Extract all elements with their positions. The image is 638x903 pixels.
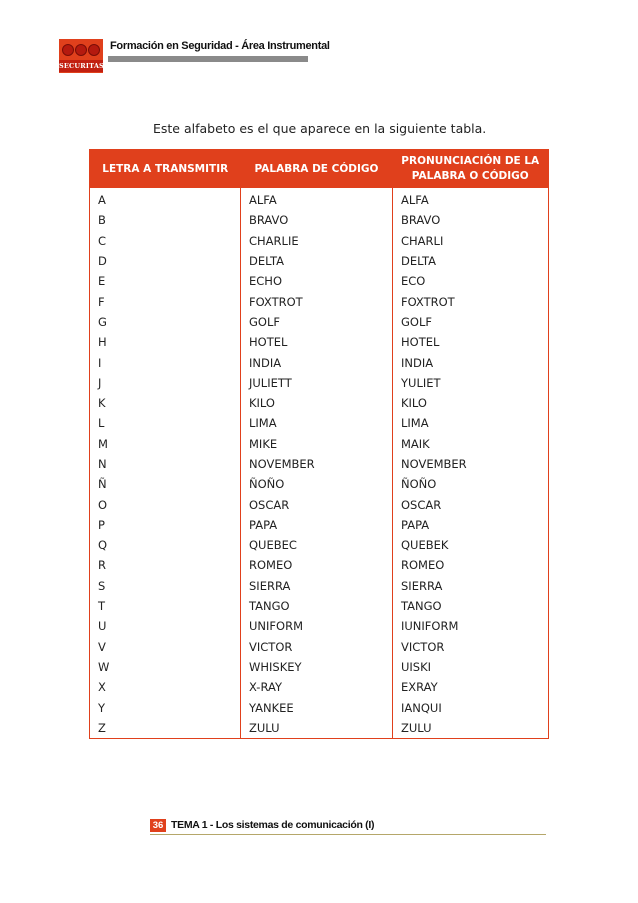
table-row (90, 494, 549, 514)
cell-pronunciation: LIMA (401, 416, 429, 431)
cell-letter: Z (90, 718, 241, 739)
cell-pronunciation: ROMEO (401, 558, 445, 573)
cell-pronunciation: CHARLI (401, 233, 444, 248)
table-row (90, 352, 549, 372)
cell-letter: M (90, 434, 241, 454)
cell-pronunciation: INDIA (401, 355, 434, 370)
table-row (90, 555, 549, 575)
cell-letter: O (90, 494, 241, 514)
cell-letter: U (90, 616, 241, 636)
cell-pronunciation: EXRAY (401, 680, 438, 695)
cell-pronunciation: ZULU (401, 720, 432, 735)
cell-code-word: ROMEO (241, 555, 393, 575)
table-row (90, 535, 549, 555)
intro-paragraph: Este alfabeto es el que aparece en la siguiente tabla. (153, 121, 487, 136)
cell-code-word: ALFA (241, 188, 393, 210)
table-row (90, 657, 549, 677)
table-row (90, 515, 549, 535)
cell-pronunciation: VICTOR (401, 639, 445, 654)
cell-pronunciation: ECO (401, 274, 426, 289)
cell-letter: Ñ (90, 474, 241, 494)
cell-pronunciation: TANGO (401, 599, 442, 614)
cell-pronunciation: GOLF (401, 314, 432, 329)
table-row (90, 616, 549, 636)
cell-code-word: VICTOR (241, 637, 393, 657)
table-row (90, 271, 549, 291)
page-number: 36 (150, 819, 166, 832)
cell-code-word: DELTA (241, 251, 393, 271)
table-row (90, 474, 549, 494)
cell-letter: R (90, 555, 241, 575)
cell-letter: S (90, 576, 241, 596)
cell-letter: X (90, 677, 241, 697)
cell-letter: Q (90, 535, 241, 555)
cell-pronunciation: HOTEL (401, 335, 440, 350)
securitas-logo (59, 39, 103, 73)
cell-code-word: KILO (241, 393, 393, 413)
cell-pronunciation: NOVEMBER (401, 457, 467, 471)
column-header-code-word: PALABRA DE CÓDIGO (241, 150, 393, 189)
table-row (90, 251, 549, 271)
cell-code-word: CHARLIE (241, 231, 393, 251)
cell-code-word: NOVEMBER (241, 454, 393, 474)
cell-pronunciation: IUNIFORM (401, 619, 459, 634)
cell-letter: N (90, 454, 241, 474)
cell-letter: K (90, 393, 241, 413)
header-title: Formación en Seguridad - Área Instrumental (110, 40, 330, 52)
column-header-pronunciation: PRONUNCIACIÓN DE LA PALABRA O CÓDIGO (393, 150, 549, 189)
table-row (90, 576, 549, 596)
cell-letter: P (90, 515, 241, 535)
cell-letter: H (90, 332, 241, 352)
cell-code-word: OSCAR (241, 494, 393, 514)
cell-pronunciation: UISKI (401, 659, 432, 674)
cell-code-word: INDIA (241, 352, 393, 372)
cell-code-word: MIKE (241, 434, 393, 454)
header-rule (108, 56, 308, 62)
table-row (90, 291, 549, 311)
cell-pronunciation: DELTA (401, 254, 436, 269)
column-header-letter: LETRA A TRANSMITIR (90, 150, 241, 189)
cell-letter: L (90, 413, 241, 433)
table-row (90, 413, 549, 433)
cell-letter: B (90, 210, 241, 230)
cell-pronunciation: ALFA (401, 193, 429, 208)
cell-code-word: FOXTROT (241, 291, 393, 311)
table-row (90, 231, 549, 251)
cell-letter: A (90, 188, 241, 210)
logo-dot-icon (62, 44, 74, 56)
cell-pronunciation: QUEBEK (401, 538, 449, 553)
table-row (90, 210, 549, 230)
table-row (90, 393, 549, 413)
cell-code-word: JULIETT (241, 373, 393, 393)
cell-code-word: ÑOÑO (241, 474, 393, 494)
cell-code-word: GOLF (241, 312, 393, 332)
cell-code-word: PAPA (241, 515, 393, 535)
cell-letter: T (90, 596, 241, 616)
cell-letter: G (90, 312, 241, 332)
table-row (90, 637, 549, 657)
logo-dot-icon (88, 44, 100, 56)
footer-title: TEMA 1 - Los sistemas de comunicación (I) (171, 819, 375, 831)
cell-code-word: QUEBEC (241, 535, 393, 555)
table-row (90, 332, 549, 352)
cell-code-word: UNIFORM (241, 616, 393, 636)
cell-pronunciation: FOXTROT (401, 294, 455, 309)
cell-code-word: SIERRA (241, 576, 393, 596)
table-header-row (90, 150, 549, 189)
cell-code-word: HOTEL (241, 332, 393, 352)
cell-letter: W (90, 657, 241, 677)
table-row (90, 697, 549, 717)
table-row (90, 718, 549, 739)
cell-code-word: LIMA (241, 413, 393, 433)
cell-letter: E (90, 271, 241, 291)
cell-letter: V (90, 637, 241, 657)
cell-pronunciation: MAIK (401, 436, 430, 451)
table-row (90, 312, 549, 332)
cell-pronunciation: BRAVO (401, 213, 441, 228)
cell-letter: D (90, 251, 241, 271)
cell-code-word: ZULU (241, 718, 393, 739)
cell-code-word: BRAVO (241, 210, 393, 230)
page-footer (150, 818, 546, 835)
cell-pronunciation: YULIET (401, 375, 441, 390)
cell-letter: C (90, 231, 241, 251)
cell-code-word: ECHO (241, 271, 393, 291)
cell-pronunciation: PAPA (401, 517, 430, 532)
cell-pronunciation: OSCAR (401, 497, 442, 512)
phonetic-alphabet-table (89, 149, 549, 739)
logo-text: SECURITAS (59, 62, 104, 70)
cell-pronunciation: IANQUI (401, 700, 442, 715)
cell-code-word: X-RAY (241, 677, 393, 697)
cell-code-word: TANGO (241, 596, 393, 616)
table-row (90, 434, 549, 454)
table-row (90, 454, 549, 474)
logo-dots (62, 44, 100, 57)
cell-letter: I (90, 352, 241, 372)
cell-pronunciation: ÑOÑO (401, 477, 437, 492)
cell-pronunciation: SIERRA (401, 578, 443, 593)
table-row (90, 596, 549, 616)
table-row (90, 373, 549, 393)
cell-code-word: WHISKEY (241, 657, 393, 677)
cell-letter: J (90, 373, 241, 393)
table-row (90, 188, 549, 210)
logo-dot-icon (75, 44, 87, 56)
cell-code-word: YANKEE (241, 697, 393, 717)
table-body (90, 188, 549, 739)
cell-letter: Y (90, 697, 241, 717)
table-row (90, 677, 549, 697)
cell-pronunciation: KILO (401, 396, 427, 411)
cell-letter: F (90, 291, 241, 311)
